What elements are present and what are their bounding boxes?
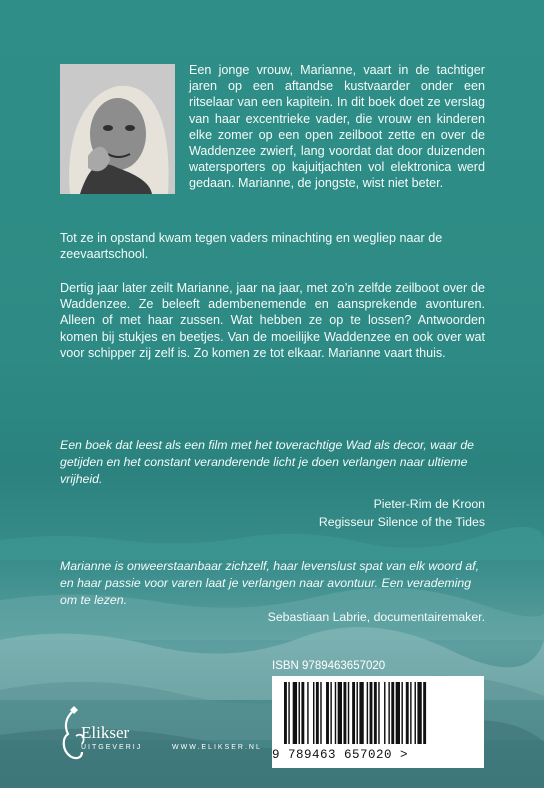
isbn-barcode	[272, 676, 484, 768]
quote-2-author: Sebastiaan Labrie, documentairemaker.	[267, 610, 485, 624]
author-portrait	[60, 64, 175, 194]
quote-1-author-role: Regisseur Silence of the Tides	[318, 515, 485, 529]
barcode-digits: 9 789463 657020 >	[272, 748, 409, 762]
barcode-bars	[272, 676, 484, 746]
isbn-label: ISBN 9789463657020	[272, 660, 386, 672]
publisher-name: Elikser	[81, 723, 130, 742]
description-paragraph-1-end: Tot ze in opstand kwam tegen vaders minachting en wegliep naar de zeevaartschool.	[60, 231, 443, 262]
description-paragraph-2: Dertig jaar later zeilt Marianne, jaar na jaar, met zo’n zelfde zeilboot over de Waddenzee. Ze beleeft adembenemende en aansprekende avonturen. Alleen of met haar zussen. Wat hebben ze op te lossen? Antwoorden komen bij stukjes en beetjes. Van de moeilijke Waddenzee en ook over wat voor schipper zij zelf is. Zo komen ze tot elkaar. Marianne vaart thuis.	[60, 281, 485, 360]
quote-1-author: Pieter-Rim de Kroon	[373, 497, 485, 511]
quote-1: Een boek dat leest als een film met het toverachtige Wad als decor, waar de getijden en het constant veranderende licht je doen verlangen naar ultieme vrijheid.	[60, 438, 474, 486]
description-paragraph-1: Een jonge vrouw, Marianne, vaart in de tachtiger jaren op een aftandse kustvaarder onder een ritselaar van een kapitein. In dit boek doet ze verslag van haar excentrieke vader, die vrouw en kinderen elke zomer op een open zeilboot zette en over de Waddenzee zwierf, lang voordat dat door duizenden watersporters op kajuitjachten vol elektronica werd gedaan. Marianne, de jongste, wist niet beter.	[189, 63, 485, 191]
publisher-website: WWW.ELIKSER.NL	[172, 744, 262, 751]
publisher-subtitle: UITGEVERIJ	[81, 744, 143, 751]
quote-2: Marianne is onweerstaanbaar zichzelf, haar levenslust spat van elk woord af, en haar passie voor varen laat je verlangen naar avontuur. Een verademing om te lezen.	[60, 559, 480, 607]
